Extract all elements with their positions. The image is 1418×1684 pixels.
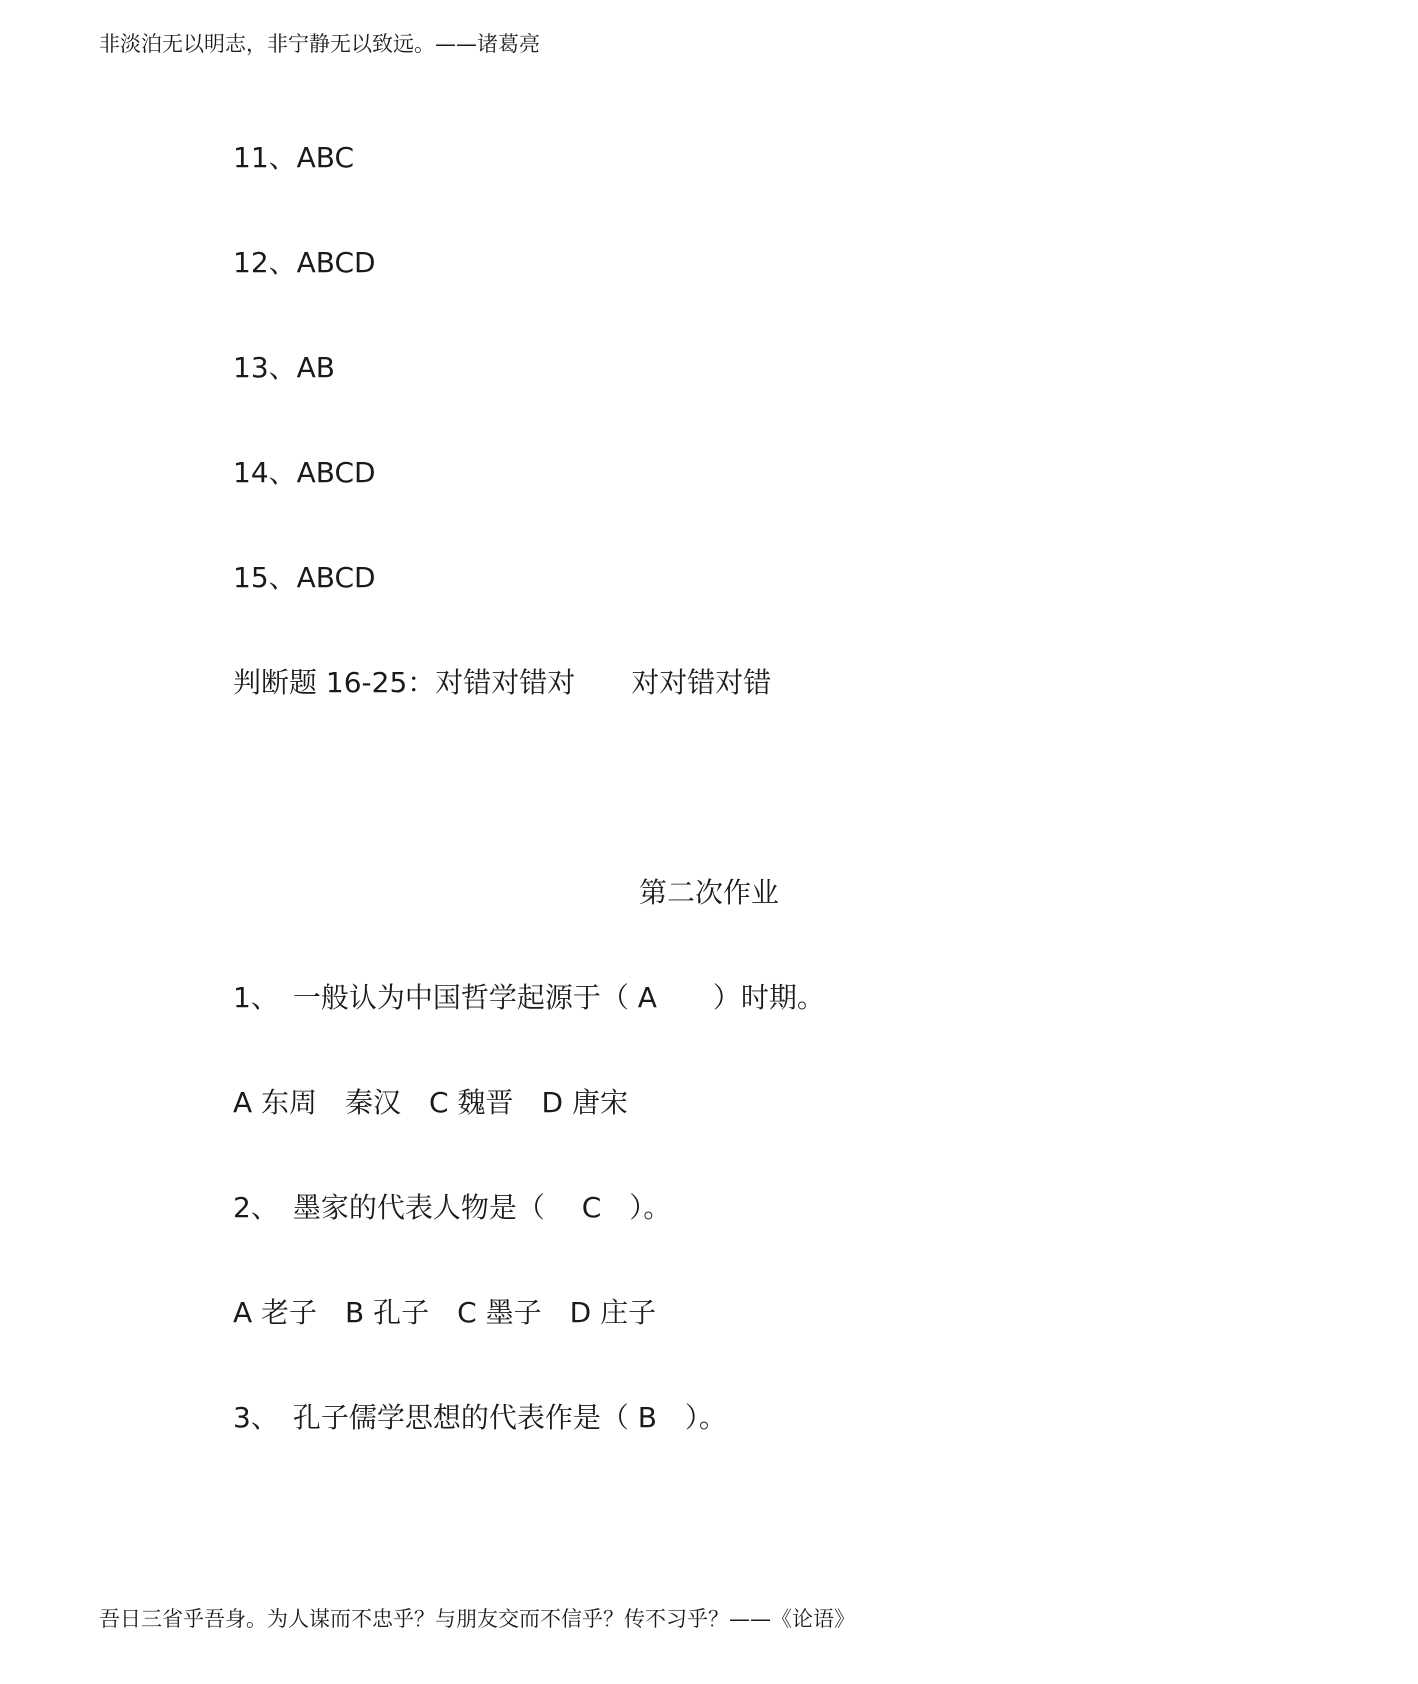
section-title: 第二次作业 — [638, 876, 779, 909]
header-quote: 非淡泊无以明志，非宁静无以致远。——诸葛亮 — [99, 32, 540, 56]
question-3: 3、 孔子儒学思想的代表作是（ B ）。 — [233, 1401, 727, 1434]
answer-line-14: 14、ABCD — [233, 456, 376, 489]
answer-line-11: 11、ABC — [233, 141, 355, 174]
question-1: 1、 一般认为中国哲学起源于（ A ）时期。 — [233, 981, 825, 1014]
question-2-options: A 老子 B 孔子 C 墨子 D 庄子 — [233, 1296, 657, 1329]
judgment-answers: 判断题 16-25：对错对错对 对对错对错 — [233, 666, 772, 699]
answer-line-13: 13、AB — [233, 351, 335, 384]
question-2: 2、 墨家的代表人物是（ C ）。 — [233, 1191, 672, 1224]
question-1-options: A 东周 秦汉 C 魏晋 D 唐宋 — [233, 1086, 628, 1119]
footer-quote: 吾日三省乎吾身。为人谋而不忠乎？与朋友交而不信乎？传不习乎？——《论语》 — [99, 1607, 855, 1631]
answer-line-15: 15、ABCD — [233, 561, 376, 594]
answer-line-12: 12、ABCD — [233, 246, 376, 279]
